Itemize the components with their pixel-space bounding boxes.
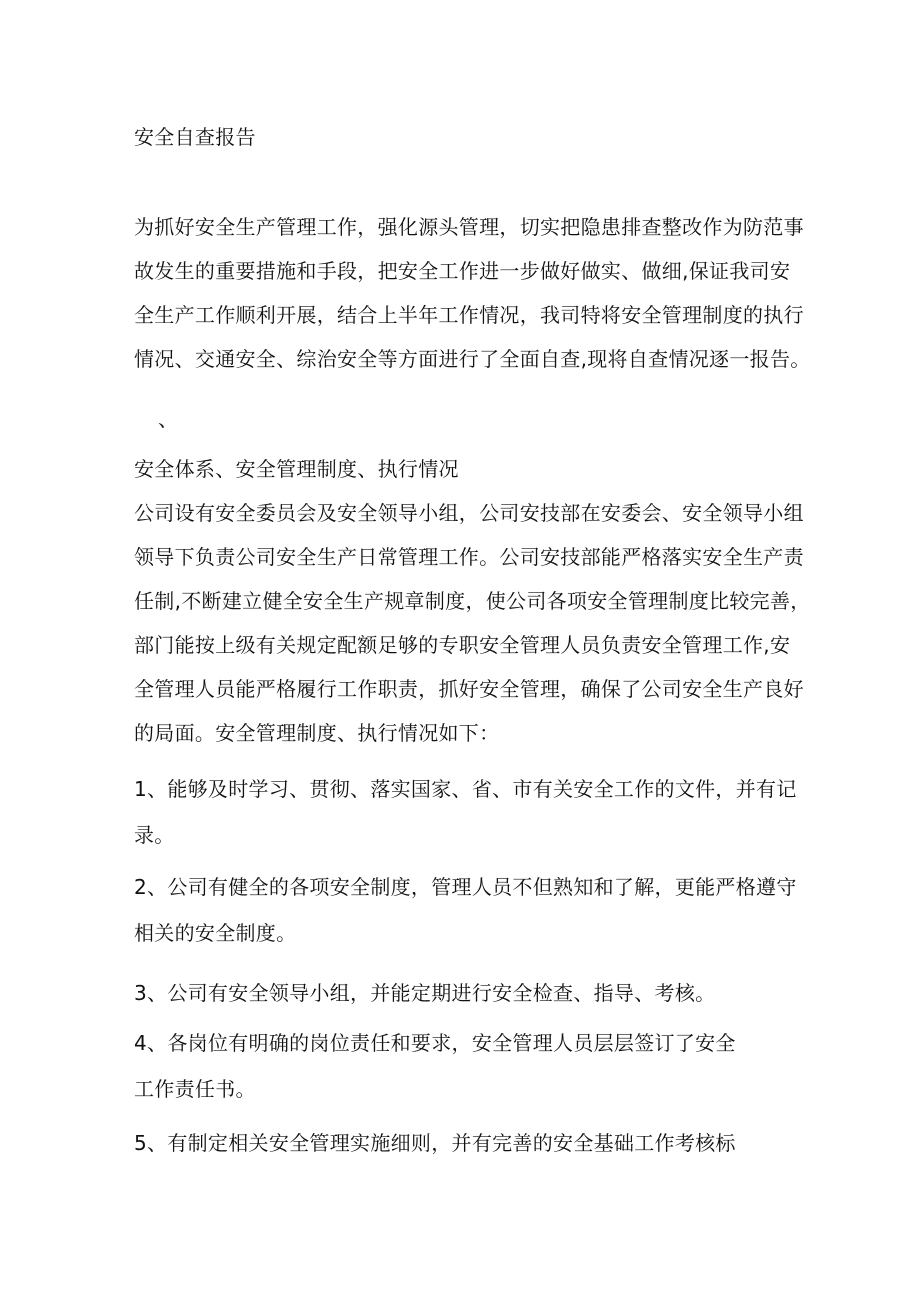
list-item-1: 1、能够及时学习、贯彻、落实国家、省、市有关安全工作的文件，并有记: [134, 777, 797, 801]
section-body-line: 部门能按上级有关规定配额足够的专职安全管理人员负责安全管理工作,安: [134, 633, 791, 657]
list-item-3: 3、公司有安全领导小组，并能定期进行安全检查、指导、考核。: [134, 981, 716, 1005]
intro-line: 为抓好安全生产管理工作，强化源头管理，切实把隐患排查整改作为防范事: [134, 215, 804, 239]
page-title: 安全自查报告: [134, 125, 256, 149]
section-body-line: 领导下负责公司安全生产日常管理工作。公司安技部能严格落实安全生产责: [134, 545, 804, 569]
list-item-2: 2、公司有健全的各项安全制度，管理人员不但熟知和了解，更能严格遵守: [134, 875, 797, 899]
section-body-line: 公司设有安全委员会及安全领导小组，公司安技部在安委会、安全领导小组: [134, 501, 804, 525]
section-body-line: 的局面。安全管理制度、执行情况如下：: [134, 721, 500, 745]
intro-line: 情况、交通安全、综治安全等方面进行了全面自查,现将自查情况逐一报告。: [134, 347, 811, 371]
intro-line: 全生产工作顺利开展，结合上半年工作情况，我司特将安全管理制度的执行: [134, 303, 804, 327]
section-marker: 、: [158, 407, 179, 431]
list-item-1-cont: 录。: [134, 823, 175, 847]
list-item-5: 5、有制定相关安全管理实施细则，并有完善的安全基础工作考核标: [134, 1131, 736, 1155]
list-item-4-cont: 工作责任书。: [134, 1077, 256, 1101]
section-body-line: 任制,不断建立健全安全生产规章制度，使公司各项安全管理制度比较完善，: [134, 589, 811, 613]
list-item-2-cont: 相关的安全制度。: [134, 921, 297, 945]
list-item-4: 4、各岗位有明确的岗位责任和要求，安全管理人员层层签订了安全: [134, 1031, 736, 1055]
section-body-line: 全管理人员能严格履行工作职责，抓好安全管理，确保了公司安全生产良好: [134, 677, 804, 701]
section-heading: 安全体系、安全管理制度、执行情况: [134, 457, 459, 481]
intro-line: 故发生的重要措施和手段，把安全工作进一步做好做实、做细,保证我司安: [134, 259, 791, 283]
